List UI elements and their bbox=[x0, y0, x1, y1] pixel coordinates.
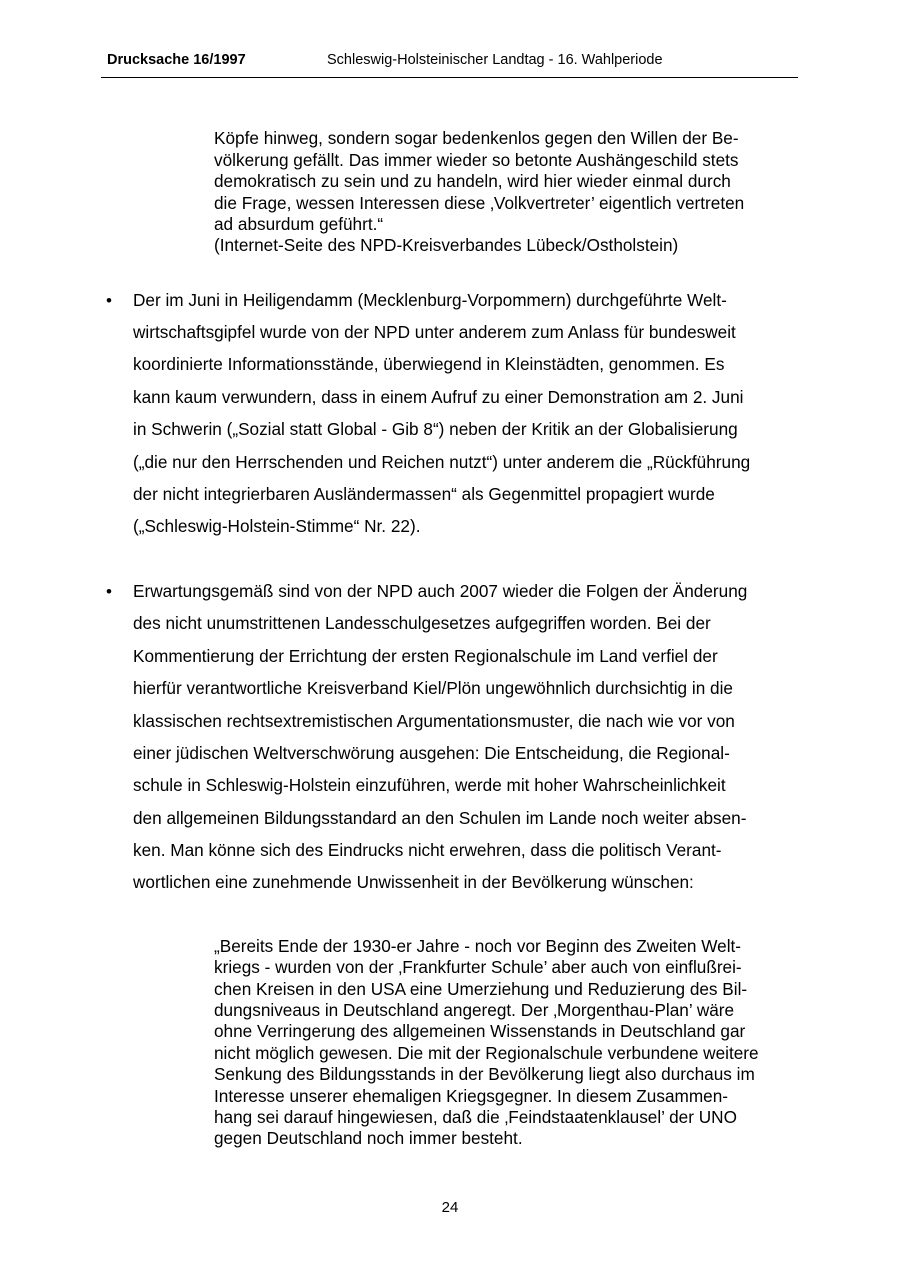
paragraph-line: („Schleswig-Holstein-Stimme“ Nr. 22). bbox=[133, 516, 421, 536]
quote-line: hang sei darauf hingewiesen, daß die ‚Feindstaatenklausel’ der UNO bbox=[214, 1107, 737, 1127]
page-number: 24 bbox=[441, 1199, 459, 1216]
paragraph-line: klassischen rechtsextremistischen Argumentationsmuster, die nach wie vor von bbox=[133, 711, 735, 731]
paragraph-line: wortlichen eine zunehmende Unwissenheit in der Bevölkerung wünschen: bbox=[133, 872, 694, 892]
quote-line: völkerung gefällt. Das immer wieder so betonte Aushängeschild stets bbox=[214, 150, 739, 170]
quote-line: chen Kreisen in den USA eine Umerziehung und Reduzierung des Bil- bbox=[214, 979, 748, 999]
paragraph-line: der nicht integrierbaren Ausländermassen“ als Gegenmittel propagiert wurde bbox=[133, 484, 715, 504]
quote-line: Interesse unserer ehemaligen Kriegsgegner. In diesem Zusammen- bbox=[214, 1086, 728, 1106]
page-header bbox=[101, 52, 798, 78]
paragraph-line: den allgemeinen Bildungsstandard an den Schulen im Lande noch weiter absen- bbox=[133, 808, 747, 828]
paragraph-line: einer jüdischen Weltverschwörung ausgehen: Die Entscheidung, die Regional- bbox=[133, 743, 730, 763]
paragraph-line: des nicht unumstrittenen Landesschulgesetzes aufgegriffen worden. Bei der bbox=[133, 613, 711, 633]
landtag-title: Schleswig-Holsteinischer Landtag - 16. Wahlperiode bbox=[327, 52, 663, 68]
quote-line: kriegs - wurden von der ‚Frankfurter Schule’ aber auch von einflußrei- bbox=[214, 957, 742, 977]
quote-source: (Internet-Seite des NPD-Kreisverbandes Lübeck/Ostholstein) bbox=[214, 235, 679, 255]
quote-line: gegen Deutschland noch immer besteht. bbox=[214, 1128, 523, 1148]
paragraph-line: kann kaum verwundern, dass in einem Aufruf zu einer Demonstration am 2. Juni bbox=[133, 387, 744, 407]
paragraph-line: koordinierte Informationsstände, überwiegend in Kleinstädten, genommen. Es bbox=[133, 354, 725, 374]
quote-line: ad absurdum geführt.“ bbox=[214, 214, 384, 234]
paragraph-line: Der im Juni in Heiligendamm (Mecklenburg-Vorpommern) durchgeführte Welt- bbox=[133, 290, 727, 310]
paragraph-line: wirtschaftsgipfel wurde von der NPD unter anderem zum Anlass für bundesweit bbox=[133, 322, 736, 342]
paragraph-line: Erwartungsgemäß sind von der NPD auch 2007 wieder die Folgen der Änderung bbox=[133, 581, 748, 601]
quote-line: die Frage, wessen Interessen diese ‚Volkvertreter’ eigentlich vertreten bbox=[214, 193, 745, 213]
paragraph-line: hierfür verantwortliche Kreisverband Kiel/Plön ungewöhnlich durchsichtig in die bbox=[133, 678, 733, 698]
paragraph-line: schule in Schleswig-Holstein einzuführen, werde mit hoher Wahrscheinlichkeit bbox=[133, 775, 726, 795]
bullet-icon: • bbox=[106, 582, 112, 601]
quote-line: dungsniveaus in Deutschland angeregt. Der ‚Morgenthau-Plan’ wäre bbox=[214, 1000, 735, 1020]
quote-line: ohne Verringerung des allgemeinen Wissenstands in Deutschland gar bbox=[214, 1021, 746, 1041]
bullet-icon: • bbox=[106, 291, 112, 310]
paragraph-line: („die nur den Herrschenden und Reichen nutzt“) unter anderem die „Rückführung bbox=[133, 452, 751, 472]
paragraph-line: ken. Man könne sich des Eindrucks nicht erwehren, dass die politisch Verant- bbox=[133, 840, 722, 860]
quote-line: demokratisch zu sein und zu handeln, wird hier wieder einmal durch bbox=[214, 171, 731, 191]
drucksache-number: Drucksache 16/1997 bbox=[107, 52, 246, 68]
quote-line: „Bereits Ende der 1930-er Jahre - noch vor Beginn des Zweiten Welt- bbox=[214, 936, 742, 956]
quote-line: nicht möglich gewesen. Die mit der Regionalschule verbundene weitere bbox=[214, 1043, 759, 1063]
paragraph-line: Kommentierung der Errichtung der ersten Regionalschule im Land verfiel der bbox=[133, 646, 718, 666]
quote-line: Köpfe hinweg, sondern sogar bedenkenlos gegen den Willen der Be- bbox=[214, 128, 739, 148]
paragraph-line: in Schwerin („Sozial statt Global - Gib 8“) neben der Kritik an der Globalisierung bbox=[133, 419, 738, 439]
quote-line: Senkung des Bildungsstands in der Bevölkerung liegt also durchaus im bbox=[214, 1064, 755, 1084]
